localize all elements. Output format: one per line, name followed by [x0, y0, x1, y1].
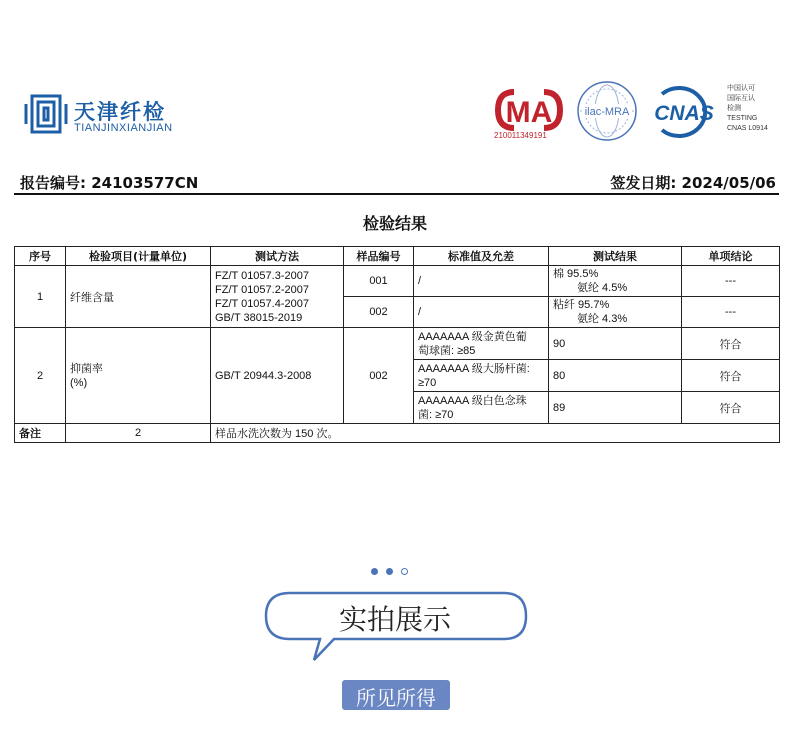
org-name: 天津纤检	[74, 100, 166, 124]
ilac-mark-text: ilac-MRA	[584, 106, 630, 118]
row-result: 90	[549, 328, 682, 360]
results-table	[14, 246, 780, 443]
cma-number: 210011349191	[494, 131, 547, 140]
cnas-logo-icon	[648, 84, 720, 140]
header-method: 测试方法	[211, 247, 344, 266]
row-standard: AAAAAAA 级大肠杆菌: ≥70	[414, 360, 549, 392]
row-item: 抑菌率 (%)	[66, 328, 211, 424]
bubble-text: 实拍展示	[338, 603, 451, 636]
row-standard: AAAAAAA 级白色念珠 菌: ≥70	[414, 392, 549, 424]
row-item: 纤维含量	[66, 266, 211, 328]
row-conclusion: ---	[682, 266, 780, 297]
row-conclusion: 符合	[682, 392, 780, 424]
tianjin-logo-icon	[22, 90, 70, 138]
row-seq: 1	[15, 266, 66, 328]
report-number: 报告编号: 24103577CN	[20, 174, 199, 192]
table-row	[15, 266, 780, 297]
note-label: 备注	[15, 424, 66, 443]
carousel-dot-2[interactable]	[386, 568, 393, 575]
badge-text: 所见所得	[356, 686, 436, 710]
row-result: 粘纤 95.7% 氨纶 4.3%	[549, 297, 682, 328]
ilac-mra-logo-icon	[576, 80, 638, 142]
table-header-row	[15, 247, 780, 266]
row-result: 80	[549, 360, 682, 392]
note-row	[15, 424, 780, 443]
row-standard: /	[414, 266, 549, 297]
row-result: 棉 95.5% 氨纶 4.5%	[549, 266, 682, 297]
carousel-dot-1[interactable]	[371, 568, 378, 575]
header-divider	[14, 193, 779, 195]
row-sample: 002	[344, 297, 414, 328]
row-sample: 001	[344, 266, 414, 297]
carousel-dot-3[interactable]	[401, 568, 408, 575]
org-romanized: TIANJINXIANJIAN	[74, 122, 173, 134]
header-standard: 标准值及允差	[414, 247, 549, 266]
row-conclusion: 符合	[682, 360, 780, 392]
row-conclusion: 符合	[682, 328, 780, 360]
row-standard: /	[414, 297, 549, 328]
header-seq: 序号	[15, 247, 66, 266]
note-text: 样品水洗次数为 150 次。	[211, 424, 780, 443]
table-row	[15, 328, 780, 360]
header-item: 检验项目(计量单位)	[66, 247, 211, 266]
issue-date: 签发日期: 2024/05/06	[610, 174, 776, 192]
note-value: 2	[66, 424, 211, 443]
row-sample: 002	[344, 328, 414, 424]
row-result: 89	[549, 392, 682, 424]
row-method: GB/T 20944.3-2008	[211, 328, 344, 424]
header-conclusion: 单项结论	[682, 247, 780, 266]
row-seq: 2	[15, 328, 66, 424]
header-sample: 样品编号	[344, 247, 414, 266]
cnas-side-text: 中国认可 国际互认 检测 TESTING CNAS L0914	[727, 85, 768, 132]
row-conclusion: ---	[682, 297, 780, 328]
cnas-mark-text: CNAS	[654, 102, 714, 125]
row-standard: AAAAAAA 级金黄色葡 萄球菌: ≥85	[414, 328, 549, 360]
cma-mark-text: MA	[505, 96, 553, 129]
row-methods: FZ/T 01057.3-2007 FZ/T 01057.2-2007 FZ/T 01057.4-2007 GB/T 38015-2019	[211, 266, 344, 328]
table-title: 检验结果	[362, 214, 427, 233]
header-result: 测试结果	[549, 247, 682, 266]
